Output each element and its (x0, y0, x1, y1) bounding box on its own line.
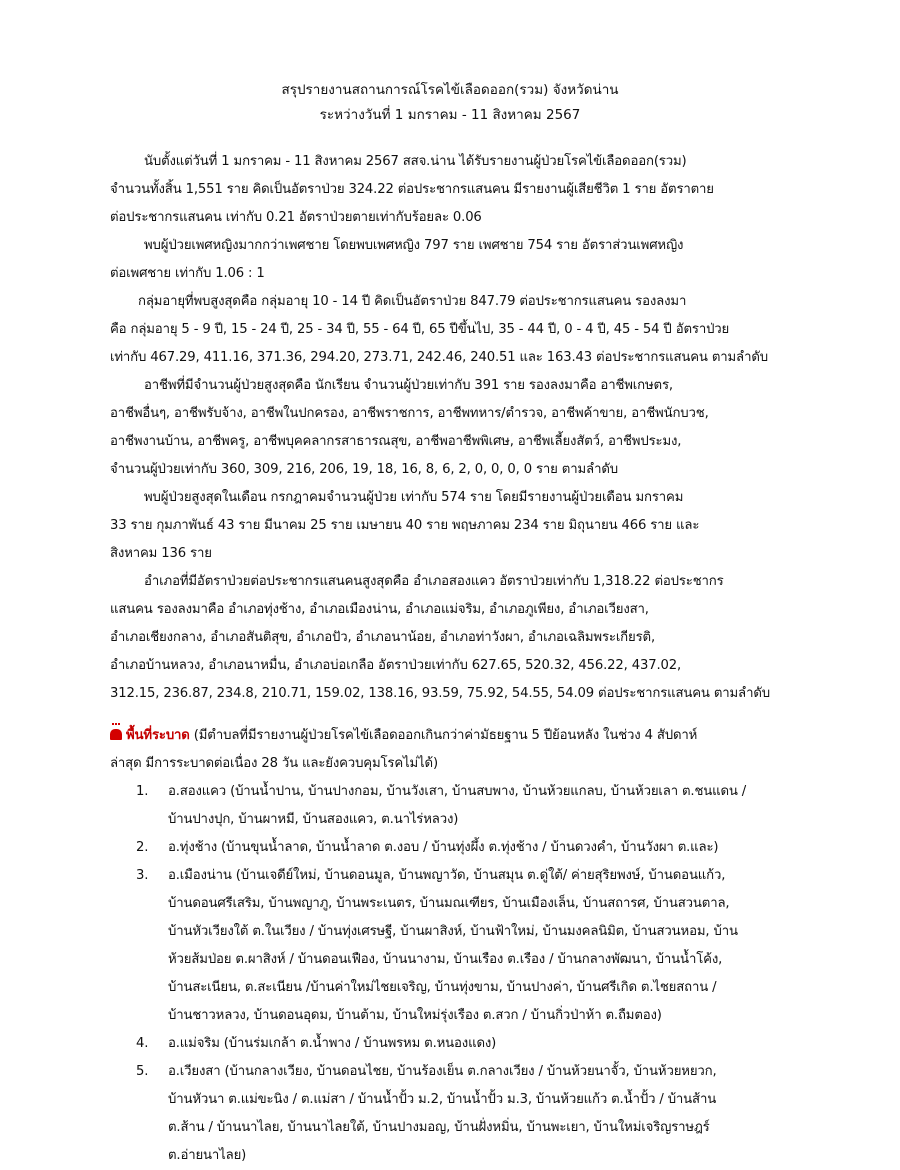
text-line: พบผู้ป่วยเพศหญิงมากกว่าเพศชาย โดยพบเพศหญิง 797 ราย เพศชาย 754 ราย อัตราส่วนเพศหญิง (144, 238, 684, 253)
paragraph-district (110, 568, 802, 708)
list-number: 2. (136, 840, 149, 855)
list-number: 5. (136, 1064, 149, 1079)
list-item (110, 862, 810, 1030)
text-line: บ้านหัวนา ต.แม่ขะนิง / ต.แม่สา / บ้านน้ำปั้ว ม.2, บ้านน้ำปั้ว ม.3, บ้านห้วยแก้ว ต.น้ำปั้ว / บ้านส้าน (168, 1092, 717, 1107)
text-line: บ้านดอนศรีเสริม, บ้านพญาภู, บ้านพระเนตร, บ้านมณเฑียร, บ้านเมืองเล็น, บ้านสถารศ, บ้านสวนตาล, (168, 896, 730, 911)
paragraph-summary (110, 148, 802, 232)
text-line: อ.เวียงสา (บ้านกลางเวียง, บ้านดอนไชย, บ้านร้องเย็น ต.กลางเวียง / บ้านห้วยนาจั้ว, บ้านห้วยหยวก, (168, 1064, 717, 1079)
text-line: อ.สองแคว (บ้านน้ำปาน, บ้านปางกอม, บ้านวังเสา, บ้านสบพาง, บ้านห้วยแกลบ, บ้านห้วยเลา ต.ชนแดน / (168, 784, 747, 799)
paragraph-age-group (110, 288, 802, 372)
document-subtitle: ระหว่างวันที่ 1 มกราคม - 11 สิงหาคม 2567 (319, 107, 581, 123)
text-line: อ.ทุ่งช้าง (บ้านขุนน้ำลาด, บ้านน้ำลาด ต.งอบ / บ้านทุ่งผึ้ง ต.ทุ่งช้าง / บ้านดวงคำ, บ้านวังผา ต.และ) (168, 840, 719, 855)
text-line: คือ กลุ่มอายุ 5 - 9 ปี, 15 - 24 ปี, 25 - 34 ปี, 55 - 64 ปี, 65 ปีขึ้นไป, 35 - 44 ปี, 0 - 4 ปี, 45 - 54 ปี อัตราป่วย (110, 322, 730, 337)
text-line: อำเภอที่มีอัตราป่วยต่อประชากรแสนคนสูงสุดคือ อำเภอสองแคว อัตราป่วยเท่ากับ 1,318.22 ต่อประชากร (144, 574, 724, 589)
outbreak-heading: พื้นที่ระบาด (126, 728, 190, 743)
report-body (110, 148, 802, 708)
text-line: จำนวนทั้งสิ้น 1,551 ราย คิดเป็นอัตราป่วย 324.22 ต่อประชากรแสนคน มีรายงานผู้เสียชีวิต 1 ราย อัตราตาย (110, 182, 714, 197)
list-item (110, 1058, 810, 1170)
list-item (110, 834, 810, 862)
siren-icon (110, 729, 122, 740)
text-line: บ้านสะเนียน, ต.สะเนียน /บ้านค่าใหม่ไชยเจริญ, บ้านทุ่งขาม, บ้านปางค่า, บ้านศรีเกิด ต.ไชยสถาน / (168, 980, 717, 995)
text-line: ห้วยส้มป่อย ต.ผาสิงห์ / บ้านดอนเฟือง, บ้านนางาม, บ้านเรือง ต.เรือง / บ้านกลางพัฒนา, บ้านน้ำโค้ง, (168, 952, 723, 967)
text-line: เท่ากับ 467.29, 411.16, 371.36, 294.20, 273.71, 242.46, 240.51 และ 163.43 ต่อประชากรแสนคน ตามลำดับ (110, 350, 769, 365)
text-line: 33 ราย กุมภาพันธ์ 43 ราย มีนาคม 25 ราย เมษายน 40 ราย พฤษภาคม 234 ราย มิถุนายน 466 ราย และ (110, 518, 700, 533)
text-line: จำนวนผู้ป่วยเท่ากับ 360, 309, 216, 206, 19, 18, 16, 8, 6, 2, 0, 0, 0, 0 ราย ตามลำดับ (110, 462, 618, 477)
text-line: บ้านปางปุก, บ้านผาหมี, บ้านสองแคว, ต.นาไร่หลวง) (168, 812, 459, 827)
text-line: นับตั้งแต่วันที่ 1 มกราคม - 11 สิงหาคม 2567 สสจ.น่าน ได้รับรายงานผู้ป่วยโรคไข้เลือดออก(รวม) (144, 154, 687, 169)
text-line: 312.15, 236.87, 234.8, 210.71, 159.02, 138.16, 93.59, 75.92, 54.55, 54.09 ต่อประชากรแสนคน ตามลำดับ (110, 686, 771, 701)
text-line: ต่อเพศชาย เท่ากับ 1.06 : 1 (110, 266, 265, 281)
list-item (110, 778, 810, 834)
list-number: 3. (136, 868, 149, 883)
outbreak-description-cont: ล่าสุด มีการระบาดต่อเนื่อง 28 วัน และยังควบคุมโรคไม่ได้) (110, 756, 438, 771)
outbreak-description: (มีตำบลที่มีรายงานผู้ป่วยโรคไข้เลือดออกเกินกว่าค่ามัธยฐาน 5 ปีย้อนหลัง ในช่วง 4 สัปดาห์ (193, 728, 698, 743)
text-line: อาชีพที่มีจำนวนผู้ป่วยสูงสุดคือ นักเรียน จำนวนผู้ป่วยเท่ากับ 391 ราย รองลงมาคือ อาชีพเกษตร, (144, 378, 673, 393)
outbreak-area-list (110, 778, 810, 1170)
text-line: อำเภอบ้านหลวง, อำเภอนาหมื่น, อำเภอบ่อเกลือ อัตราป่วยเท่ากับ 627.65, 520.32, 456.22, 437.02, (110, 658, 682, 673)
text-line: อ.แม่จริม (บ้านร่มเกล้า ต.น้ำพาง / บ้านพรหม ต.หนองแดง) (168, 1036, 497, 1051)
paragraph-occupation (110, 372, 802, 484)
text-line: ต.อ่ายนาไลย) (168, 1148, 247, 1163)
text-line: อาชีพอื่นๆ, อาชีพรับจ้าง, อาชีพในปกครอง, อาชีพราชการ, อาชีพทหาร/ตำรวจ, อาชีพค้าขาย, อาชีพนักบวช, (110, 406, 709, 421)
text-line: กลุ่มอายุที่พบสูงสุดคือ กลุ่มอายุ 10 - 14 ปี คิดเป็นอัตราป่วย 847.79 ต่อประชากรแสนคน รองลงมา (138, 294, 687, 309)
list-number: 4. (136, 1036, 149, 1051)
text-line: ต.ส้าน / บ้านนาไลย, บ้านนาไลยใต้, บ้านปางมอญ, บ้านฝั่งหมิ่น, บ้านพะเยา, บ้านใหม่เจริญราษฎร์ (168, 1120, 710, 1135)
text-line: บ้านชาวหลวง, บ้านดอนอุดม, บ้านต้าม, บ้านใหม่รุ่งเรือง ต.สวก / บ้านกิ่วป่าห้า ต.ถืมตอง) (168, 1008, 662, 1023)
outbreak-section (110, 722, 802, 778)
list-item (110, 1030, 810, 1058)
text-line: อำเภอเชียงกลาง, อำเภอสันติสุข, อำเภอปัว, อำเภอนาน้อย, อำเภอท่าวังผา, อำเภอเฉลิมพระเกียรติ, (110, 630, 655, 645)
document-title: สรุปรายงานสถานการณ์โรคไข้เลือดออก(รวม) จังหวัดน่าน (281, 82, 619, 98)
text-line: อาชีพงานบ้าน, อาชีพครู, อาชีพบุคคลากรสาธารณสุข, อาชีพอาชีพพิเศษ, อาชีพเลี้ยงสัตว์, อาชีพประมง, (110, 434, 682, 449)
list-number: 1. (136, 784, 149, 799)
paragraph-gender (110, 232, 802, 288)
text-line: ต่อประชากรแสนคน เท่ากับ 0.21 อัตราป่วยตายเท่ากับร้อยละ 0.06 (110, 210, 482, 225)
text-line: พบผู้ป่วยสูงสุดในเดือน กรกฎาคมจำนวนผู้ป่วย เท่ากับ 574 ราย โดยมีรายงานผู้ป่วยเดือน มกราคม (144, 490, 684, 505)
text-line: สิงหาคม 136 ราย (110, 546, 212, 561)
text-line: อ.เมืองน่าน (บ้านเจดีย์ใหม่, บ้านดอนมูล, บ้านพญาวัด, บ้านสมุน ต.ดู่ใต้/ ค่ายสุริยพงษ์, บ้านดอนแก้ว, (168, 868, 726, 883)
text-line: บ้านหัวเวียงใต้ ต.ในเวียง / บ้านทุ่งเศรษฐี, บ้านผาสิงห์, บ้านฟ้าใหม่, บ้านมงคลนิมิต, บ้านสวนหอม, บ้าน (168, 924, 738, 939)
text-line: แสนคน รองลงมาคือ อำเภอทุ่งช้าง, อำเภอเมืองน่าน, อำเภอแม่จริม, อำเภอภูเพียง, อำเภอเวียงสา, (110, 602, 649, 617)
paragraph-monthly (110, 484, 802, 568)
